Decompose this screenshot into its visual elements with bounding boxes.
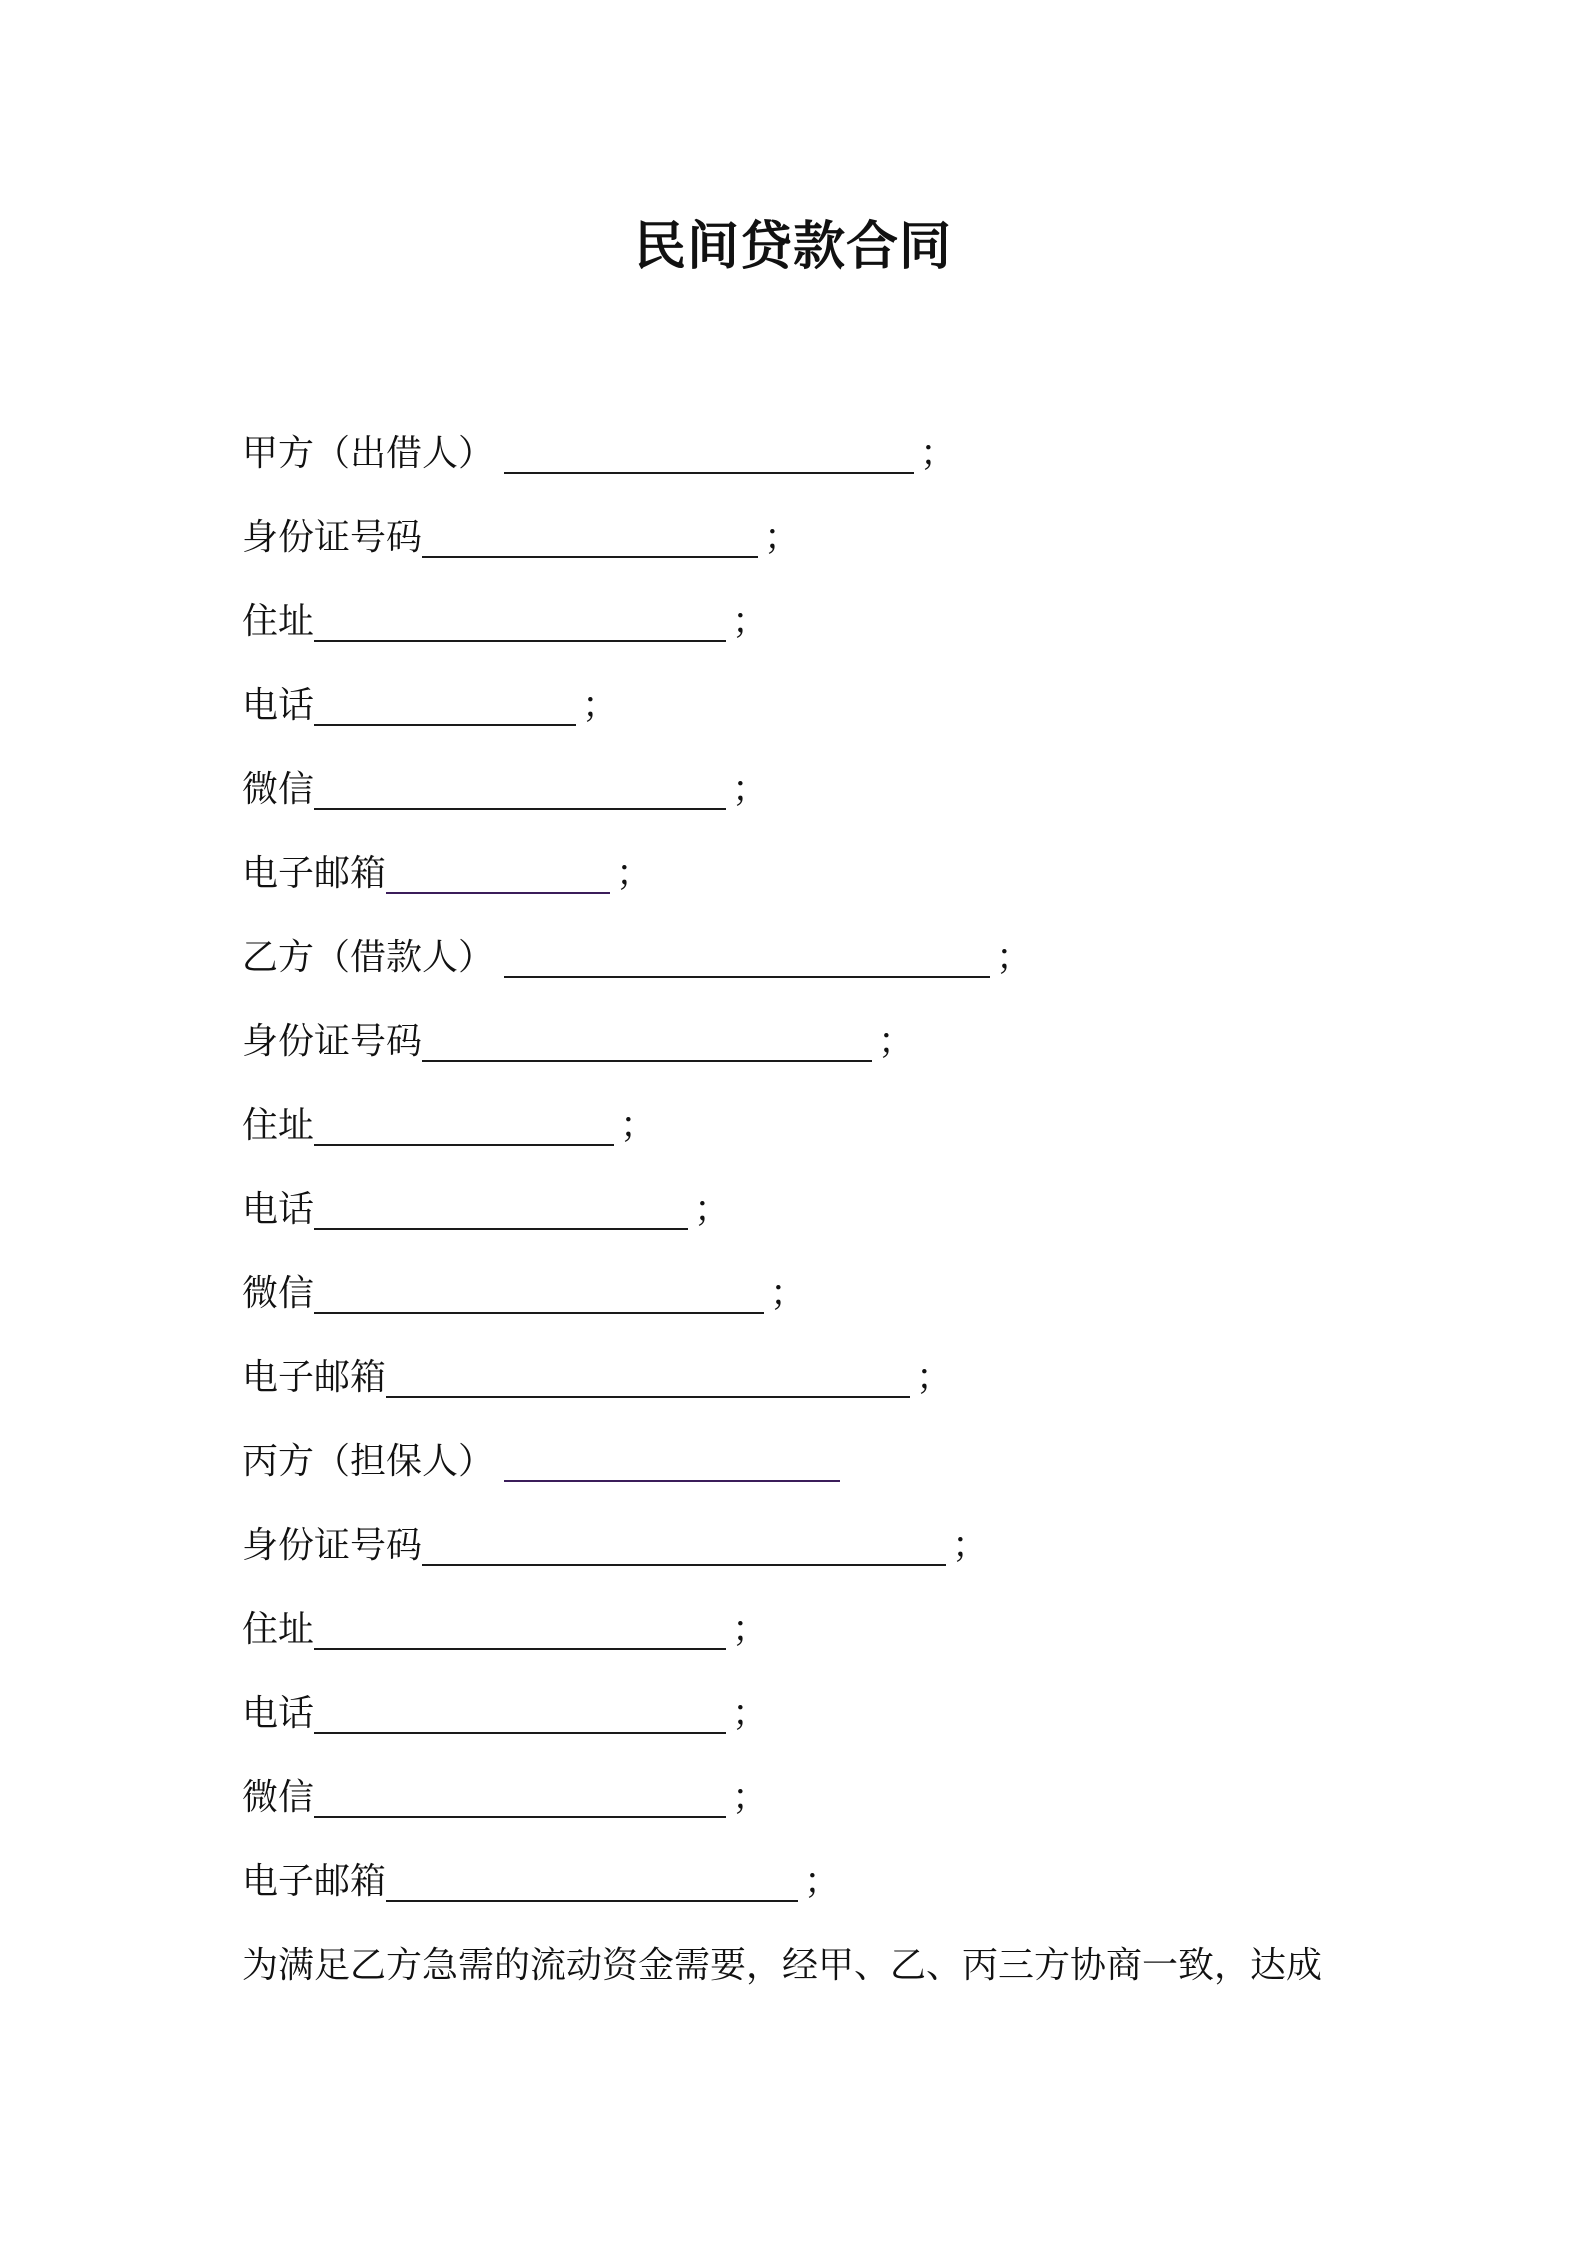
party-c-address-field[interactable]	[314, 1604, 726, 1650]
semicolon: ；	[804, 1861, 841, 1902]
party-b-id-field[interactable]	[422, 1016, 872, 1062]
party-b-address-label: 住址	[242, 1105, 315, 1146]
semicolon: ；	[732, 1693, 769, 1734]
document-title: 民间贷款合同	[633, 217, 952, 277]
party-c-phone-row	[242, 1660, 1392, 1744]
party-b-name-field[interactable]	[504, 932, 990, 978]
party-a-address-label: 住址	[242, 601, 315, 642]
party-a-heading: 甲方（出借人）	[242, 433, 495, 474]
semicolon: ；	[616, 853, 653, 894]
party-b-email-label: 电子邮箱	[242, 1357, 387, 1398]
party-c-heading: 丙方（担保人）	[242, 1441, 495, 1482]
party-c-email-field[interactable]	[386, 1856, 798, 1902]
party-c-address-row	[242, 1576, 1392, 1660]
party-a-phone-label: 电话	[242, 685, 315, 726]
party-b-phone-label: 电话	[242, 1189, 315, 1230]
semicolon: ；	[732, 769, 769, 810]
semicolon: ；	[732, 1609, 769, 1650]
intro-paragraph: 为满足乙方急需的流动资金需要，经甲、乙、丙三方协商一致，达成	[242, 1945, 1323, 1986]
semicolon: ；	[916, 1357, 953, 1398]
party-info-section	[242, 400, 1392, 1996]
semicolon: ；	[764, 517, 801, 558]
party-c-id-field[interactable]	[422, 1520, 946, 1566]
party-a-id-label: 身份证号码	[242, 517, 423, 558]
party-c-email-row	[242, 1828, 1392, 1912]
party-b-wechat-row	[242, 1240, 1392, 1324]
party-c-wechat-label: 微信	[242, 1777, 315, 1818]
semicolon: ；	[770, 1273, 807, 1314]
semicolon: ；	[952, 1525, 989, 1566]
semicolon: ；	[732, 601, 769, 642]
party-b-address-field[interactable]	[314, 1100, 614, 1146]
party-b-id-label: 身份证号码	[242, 1021, 423, 1062]
party-c-address-label: 住址	[242, 1609, 315, 1650]
party-a-id-row	[242, 484, 1392, 568]
party-b-email-row	[242, 1324, 1392, 1408]
party-c-name-field[interactable]	[504, 1436, 840, 1482]
party-a-id-field[interactable]	[422, 512, 758, 558]
party-c-heading-row	[242, 1408, 1392, 1492]
semicolon: ；	[996, 937, 1033, 978]
party-a-email-row	[242, 820, 1392, 904]
semicolon: ；	[620, 1105, 657, 1146]
semicolon: ；	[582, 685, 619, 726]
party-c-id-row	[242, 1492, 1392, 1576]
party-b-heading: 乙方（借款人）	[242, 937, 495, 978]
party-c-phone-label: 电话	[242, 1693, 315, 1734]
party-b-phone-row	[242, 1156, 1392, 1240]
party-b-id-row	[242, 988, 1392, 1072]
party-c-wechat-field[interactable]	[314, 1772, 726, 1818]
party-b-email-field[interactable]	[386, 1352, 910, 1398]
party-a-name-field[interactable]	[504, 428, 914, 474]
party-a-email-field[interactable]	[386, 848, 610, 894]
party-c-wechat-row	[242, 1744, 1392, 1828]
semicolon: ；	[878, 1021, 915, 1062]
party-a-heading-row	[242, 400, 1392, 484]
party-c-email-label: 电子邮箱	[242, 1861, 387, 1902]
party-a-email-label: 电子邮箱	[242, 853, 387, 894]
party-a-wechat-row	[242, 736, 1392, 820]
semicolon: ；	[732, 1777, 769, 1818]
party-b-wechat-field[interactable]	[314, 1268, 764, 1314]
party-b-address-row	[242, 1072, 1392, 1156]
party-a-address-field[interactable]	[314, 596, 726, 642]
semicolon: ；	[920, 433, 957, 474]
party-a-phone-row	[242, 652, 1392, 736]
party-a-wechat-label: 微信	[242, 769, 315, 810]
party-b-wechat-label: 微信	[242, 1273, 315, 1314]
party-a-address-row	[242, 568, 1392, 652]
party-a-wechat-field[interactable]	[314, 764, 726, 810]
semicolon: ；	[694, 1189, 731, 1230]
party-a-phone-field[interactable]	[314, 680, 576, 726]
party-b-phone-field[interactable]	[314, 1184, 688, 1230]
party-b-heading-row	[242, 904, 1392, 988]
party-c-phone-field[interactable]	[314, 1688, 726, 1734]
intro-paragraph-row	[242, 1912, 1392, 1996]
party-c-id-label: 身份证号码	[242, 1525, 423, 1566]
